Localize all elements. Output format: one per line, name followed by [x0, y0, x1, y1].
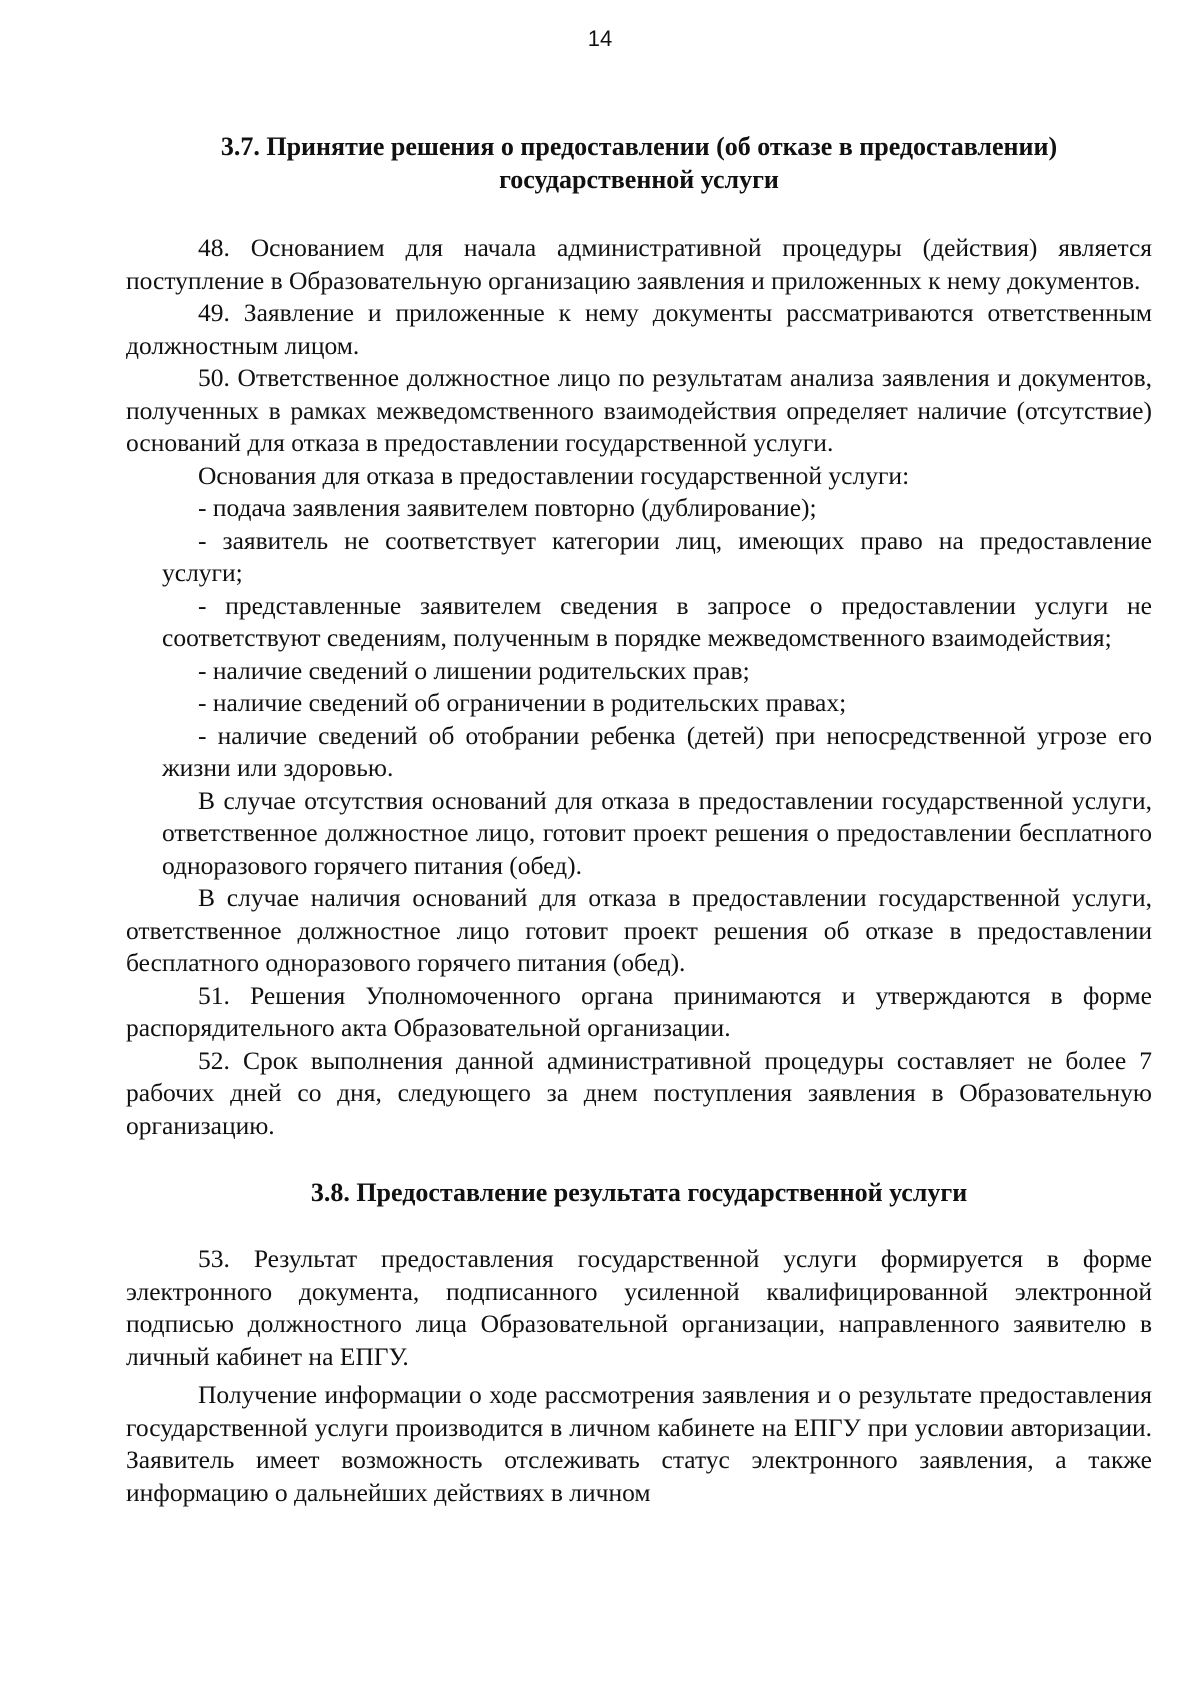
- section-3-8-heading: 3.8. Предоставление результата государственной услуги: [310, 1178, 968, 1207]
- paragraph-53: 53. Результат предоставления государственной услуги формируется в форме электронного документа, подписанного усиленной квалифицированной электронной подписью должностного лица Образовательной организации, направленного заявителю в личный кабинет на ЕПГУ.: [126, 1244, 1152, 1371]
- refusal-ground-item: - подача заявления заявителем повторно (дублирование);: [198, 493, 817, 522]
- paragraph-49: 49. Заявление и приложенные к нему документы рассматриваются ответственным должностным лицом.: [126, 298, 1152, 360]
- paragraph-52: 52. Срок выполнения данной административной процедуры составляет не более 7 рабочих дней со дня, следующего за днем поступления заявления в Образовательную организацию.: [126, 1045, 1152, 1140]
- refusal-ground-item: - заявитель не соответствует категории лиц, имеющих право на предоставление услуги;: [162, 525, 1152, 587]
- refusal-grounds-intro: Основания для отказа в предоставлении государственной услуги:: [198, 460, 910, 490]
- section-3-7-title-line-1: 3.7. Принятие решения о предоставлении (об отказе в предоставлении): [220, 132, 1058, 161]
- no-grounds-case-paragraph: В случае отсутствия оснований для отказа в предоставлении государственной услуги, ответственное должностное лицо, готовит проект решения о предоставлении бесплатного одноразового горячего питания (обед).: [162, 785, 1152, 880]
- page-content: [126, 130, 1152, 1509]
- refusal-ground-item: - наличие сведений об ограничении в родительских правах;: [198, 688, 847, 717]
- page-number: 14: [587, 26, 613, 51]
- section-3-7-title-line-2: государственной услуги: [499, 165, 779, 194]
- grounds-case-paragraph: В случае наличия оснований для отказа в предоставлении государственной услуги, ответственное должностное лицо готовит проект решения об отказе в предоставлении бесплатного одноразового горячего питания (обед).: [126, 883, 1152, 977]
- paragraph-51: 51. Решения Уполномоченного органа принимаются и утверждаются в форме распорядительного акта Образовательной организации.: [126, 980, 1152, 1042]
- refusal-ground-item: - наличие сведений о лишении родительских прав;: [198, 655, 750, 685]
- paragraph-50: 50. Ответственное должностное лицо по результатам анализа заявления и документов, полученных в рамках межведомственного взаимодействия определяет наличие (отсутствие) оснований для отказа в предоставлении государственной услуги.: [126, 363, 1152, 457]
- status-info-paragraph: Получение информации о ходе рассмотрения заявления и о результате предоставления государственной услуги производится в личном кабинете на ЕПГУ при условии авторизации. Заявитель имеет возможность отслеживать статус электронного заявления, а также информацию о дальнейших действиях в личном: [126, 1380, 1152, 1507]
- refusal-ground-item: - представленные заявителем сведения в запросе о предоставлении услуги не соответствуют сведениям, полученным в порядке межведомственного взаимодействия;: [162, 590, 1152, 652]
- refusal-ground-item: - наличие сведений об отобрании ребенка (детей) при непосредственной угрозе его жизни или здоровью.: [162, 720, 1152, 782]
- section-3-7-heading: [126, 130, 1152, 196]
- paragraph-48: 48. Основанием для начала административной процедуры (действия) является поступление в Образовательную организацию заявления и приложенных к нему документов.: [126, 233, 1152, 295]
